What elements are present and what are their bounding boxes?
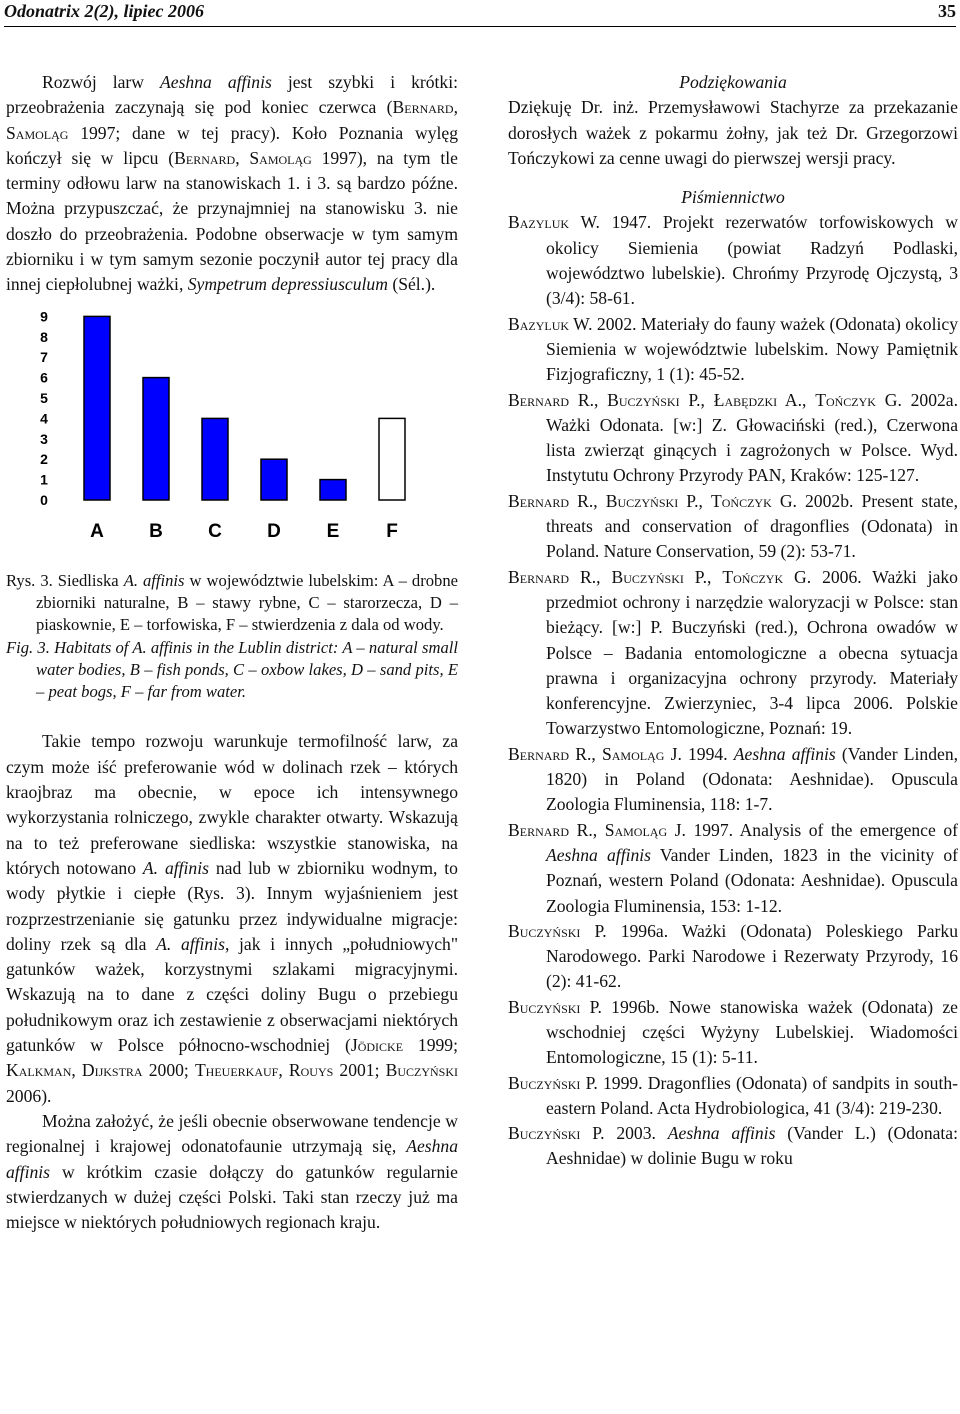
acknowledgements-text: Dziękuję Dr. inż. Przemysławowi Stachyrze za przekazanie dorosłych ważek z pokarmu żołny, jak też Dr. Grzegorzowi Tończykowi za cenne uwagi do pierwszej wersji pracy. <box>508 97 958 168</box>
y-tick-label: 3 <box>40 430 48 447</box>
reference-item: Buczyński P. 1996b. Nowe stanowiska ważek (Odonata) ze wschodniej części Wyżyny Lubelskiej. Wiadomości Entomologiczne, 15 (1): 5-11. <box>508 996 958 1068</box>
y-tick-label: 0 <box>40 491 48 508</box>
category-label-C: C <box>208 520 222 542</box>
page-number: 35 <box>938 1 956 21</box>
y-tick-label: 5 <box>40 389 48 406</box>
reference-list <box>508 210 958 1171</box>
reference-item: Bernard R., Buczyński P., Tończyk G. 2002b. Present state, threats and conservation of dragonflies (Odonata) in Poland. Nature Conservation, 59 (2): 53-71. <box>508 490 958 562</box>
acknowledgements-heading: Podziękowania <box>679 72 787 92</box>
reference-item: Bernard R., Buczyński P., Łabędzki A., Tończyk G. 2002a. Ważki Odonata. [w:] Z. Głowaciński (red.), Czerwona lista zwierząt ginących i zagrożonych w Polsce. Wyd. Instytutu Ochrony Przyrody PAN, Kraków: 125-127. <box>508 389 958 486</box>
reference-item: Bernard R., Samoląg J. 1994. Aeshna affinis (Vander Linden, 1820) in Poland (Odonata: Aeshnidae). Opuscula Zoologia Fluminensia, 118: 1-7. <box>508 743 959 815</box>
figure-caption-polish: Rys. 3. Siedliska A. affinis w województwie lubelskim: A – drobne zbiorniki naturalne, B – stawy rybne, C – starorzecza, D – piaskownie, E – torfowiska, F – stwierdzenia z dala od wody. <box>6 570 458 635</box>
y-tick-label: 4 <box>40 410 48 427</box>
category-label-F: F <box>386 520 398 542</box>
y-tick-label: 8 <box>40 328 48 345</box>
bar-A <box>84 316 110 500</box>
reference-item: Buczyński P. 1999. Dragonflies (Odonata) of sandpits in south-eastern Poland. Acta Hydrobiologica, 41 (3/4): 219-230. <box>508 1072 958 1118</box>
chart-svg <box>6 308 458 570</box>
right-column <box>508 70 958 1172</box>
running-head <box>4 0 956 27</box>
category-label-D: D <box>267 520 281 542</box>
references-heading: Piśmiennictwo <box>681 187 785 208</box>
left-column <box>6 70 458 1235</box>
reference-item: Bazyluk W. 2002. Materiały do fauny ważek (Odonata) okolicy Siemienia w województwie lubelskim. Nowy Pamiętnik Fizjograficzny, 1 (1): 45-52. <box>508 313 958 385</box>
reference-item: Bernard R., Samoląg J. 1997. Analysis of the emergence of Aeshna affinis Vander Linden, 1823 in the vicinity of Poznań, western Poland (Odonata: Aeshnidae). Opuscula Zoologia Fluminensia, 153: 1-12. <box>508 819 958 916</box>
bar-C <box>202 418 228 500</box>
paragraph-thermophily: Takie tempo rozwoju warunkuje termofilność larw, za czym może iść preferowanie wód w dolinach rzek – których kraojbraz ma obecnie, w epoce ich intensywnego wykorzystania rolniczego, zwykle charakter otwarty. Wskazują na to też preferowane siedliska: wszystkie stanowiska, na których notowano A. affinis nad lub w zbiorniku wodnym, to wody płytkie i ciepłe (Rys. 3). Innym wyjaśnieniem jest rozprzestrzenianie się gatunku przez indywidualne migracje: doliny rzek są dla A. affinis, jak i innych „południowych" gatunków ważek, korzystnymi szlakami migracyjnymi. Wskazują na to dane z części doliny Bugu o przebiegu południkowym oraz ich zestawienie z obserwacjami niektórych gatunków w Polsce północno-wschodniej (Jödicke 1999; Kalkman, Dijkstra 2000; Theuerkauf, Rouys 2001; Buczyński 2006). <box>6 731 459 1106</box>
category-label-A: A <box>90 520 104 542</box>
y-tick-label: 1 <box>40 471 48 488</box>
reference-item: Bazyluk W. 1947. Projekt rezerwatów torfowiskowych w okolicy Siemienia (powiat Radzyń Podlaski, województwo lubelskie). Chrońmy Przyrodę Ojczystą, 3 (3/4): 58-61. <box>508 212 958 309</box>
reference-item: Bernard R., Buczyński P., Tończyk G. 2006. Ważki jako przedmiot ochrony i narzędzie waloryzacji w Polsce: stan bieżący. [w:] P. Buczyński (red.), Ochrona owadów w Polsce – Badania entomologiczne a obecna sytuacja prawna i organizacyjna ochrony przyrody. Materiały konferencyjne. Zwierzyniec, 3-4 lipca 2006. Polskie Towarzystwo Entomologiczne, Poznań: 19. <box>508 566 958 739</box>
bar-D <box>261 459 287 500</box>
reference-item: Buczyński P. 2003. Aeshna affinis (Vander L.) (Odonata: Aeshnidae) w dolinie Bugu w roku <box>508 1123 959 1169</box>
category-label-E: E <box>326 520 340 542</box>
y-tick-label: 9 <box>40 308 48 325</box>
paragraph-development: Rozwój larw Aeshna affinis jest szybki i krótki: przeobrażenia zaczynają się pod koniec czerwca (Bernard, Samoląg 1997; dane w tej pracy). Koło Poznania wylęg kończył się w lipcu (Bernard, Samoląg 1997), na tym tle terminy odłowu larw na stanowiskach 1. i 3. są bardzo późne. Można przypuszczać, że przynajmniej na stanowisku 3. nie doszło do przeobrażenia. Podobne obserwacje w tym samym zbiorniku i w tym samym sezonie poczynił autor tej pracy dla innej ciepłolubnej ważki, Sympetrum depressiusculum (Sél.). <box>6 72 459 295</box>
habitat-bar-chart <box>6 308 458 570</box>
bar-E <box>320 479 346 499</box>
bar-F <box>379 418 405 500</box>
y-tick-label: 2 <box>40 450 48 467</box>
journal-title: Odonatrix 2(2), lipiec 2006 <box>4 1 204 21</box>
y-tick-label: 6 <box>40 369 48 386</box>
figure-caption-english: Fig. 3. Habitats of A. affinis in the Lublin district: A – natural small water bodies, B – fish ponds, C – oxbow lakes, D – sand pits, E – peat bogs, F – far from water. <box>6 637 458 702</box>
reference-item: Buczyński P. 1996a. Ważki (Odonata) Poleskiego Parku Narodowego. Parki Narodowe i Rezerwaty Przyrody, 16 (2): 41-62. <box>508 920 958 992</box>
bar-B <box>143 377 169 499</box>
y-tick-label: 7 <box>40 348 48 365</box>
paragraph-conclusion: Można założyć, że jeśli obecnie obserwowane tendencje w regionalnej i krajowej odonatofaunie utrzymają się, Aeshna affinis w krótkim czasie dołączy do gatunków regularnie stwierdzanych w dużej części Polski. Taki stan rzeczy już ma miejsce w niektórych południowych regionach kraju. <box>6 1110 458 1233</box>
category-label-B: B <box>149 520 163 542</box>
